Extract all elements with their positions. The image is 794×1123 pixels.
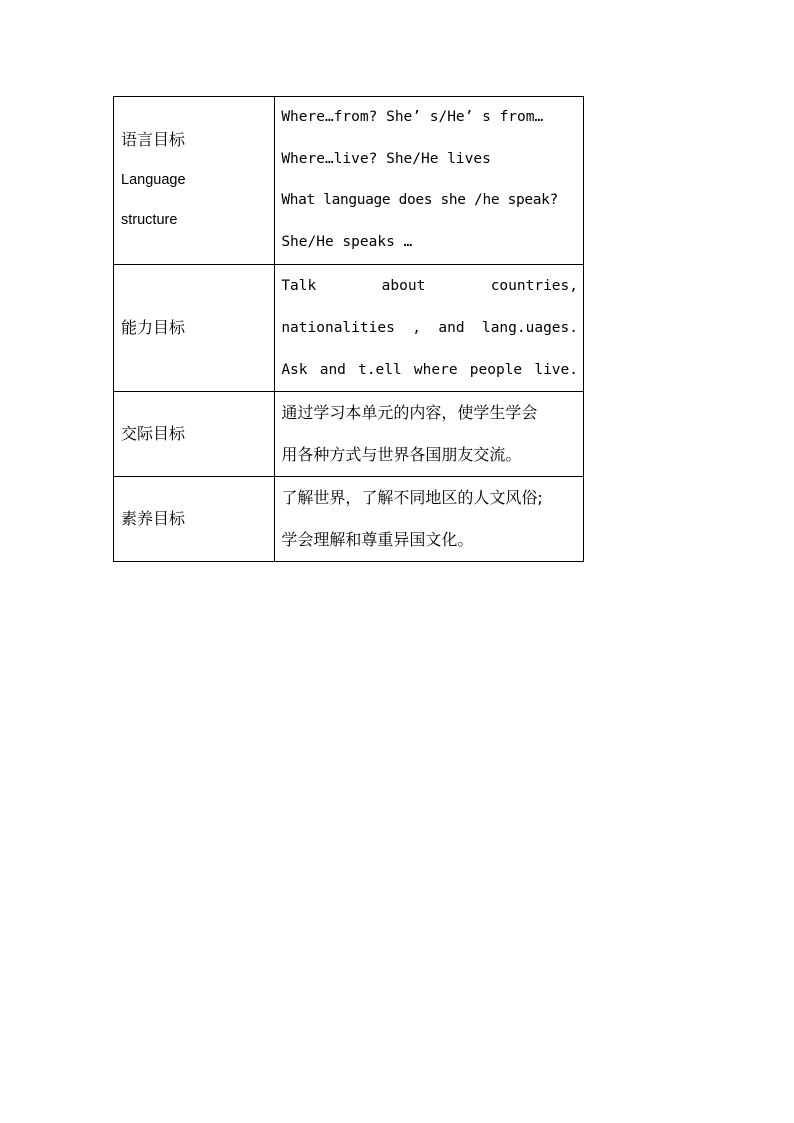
row-label-cell [114, 391, 275, 476]
content-line: nationalities , and lang.uages. [281, 319, 578, 336]
row-label-zh: 交际目标 [121, 423, 186, 443]
table-row [114, 476, 584, 561]
content-line: 用各种方式与世界各国朋友交流。 [281, 444, 522, 464]
content-line: 通过学习本单元的内容，使学生学会 [281, 402, 538, 422]
label-stack [121, 120, 274, 240]
content-line: Where…live? She/He lives [281, 150, 491, 167]
content-line: Where…from? She’ s/He’ s from… [281, 109, 544, 125]
row-label-cell [114, 97, 275, 265]
row-label-en: Language [121, 172, 186, 189]
content-line: 了解世界，了解不同地区的人文风俗; [281, 487, 543, 507]
content-line: Ask and t.ell where people live. [281, 361, 578, 378]
content-line: Talk about countries, [281, 277, 578, 294]
row-label-zh: 素养目标 [121, 508, 186, 528]
row-content-cell [275, 264, 584, 391]
row-content-cell [275, 391, 584, 476]
row-label-zh: 语言目标 [121, 130, 186, 150]
row-label-cell [114, 264, 275, 391]
row-content-cell [275, 97, 584, 265]
objectives-table [113, 96, 584, 562]
row-content-cell [275, 476, 584, 561]
table-row [114, 264, 584, 391]
table-row [114, 97, 584, 265]
row-label-en: structure [121, 212, 178, 229]
content-line: She/He speaks … [281, 234, 413, 251]
table-row [114, 391, 584, 476]
row-label-cell [114, 476, 275, 561]
content-line: What language does she /he speak? [281, 192, 558, 209]
content-line: 学会理解和尊重异国文化。 [281, 529, 474, 549]
row-label-zh: 能力目标 [121, 317, 186, 337]
